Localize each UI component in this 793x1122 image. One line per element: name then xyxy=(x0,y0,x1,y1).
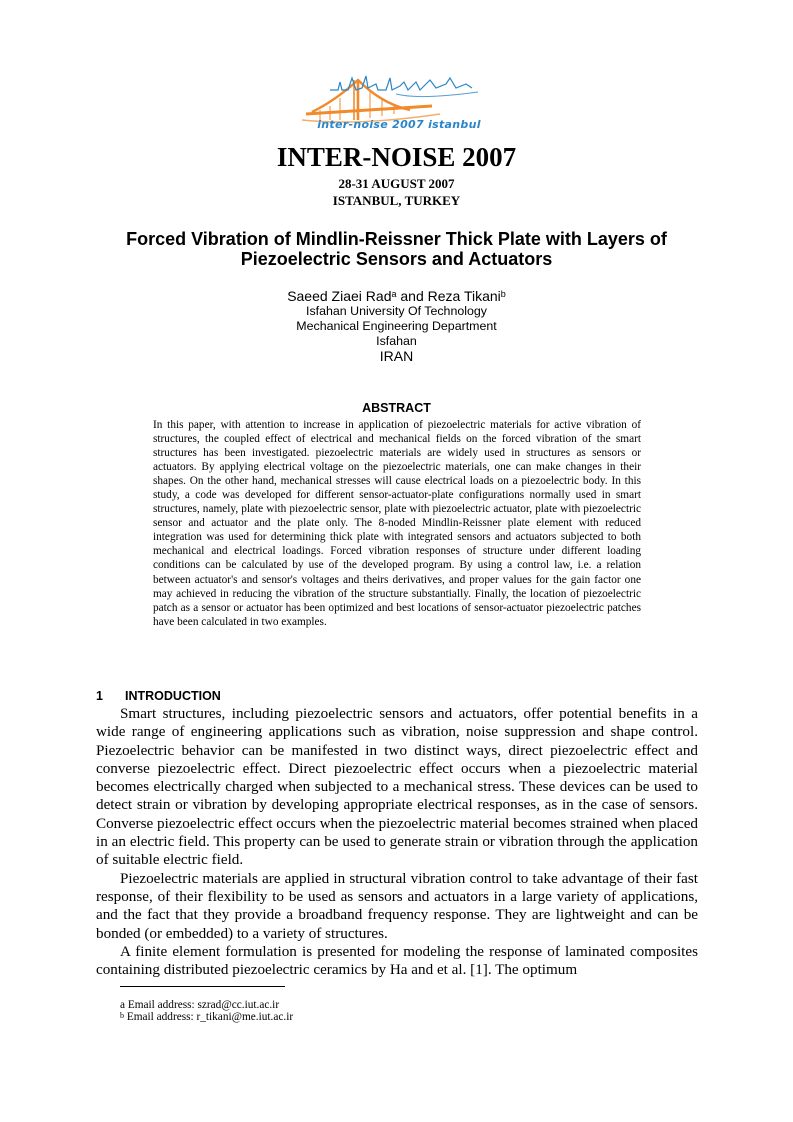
introduction-body xyxy=(96,705,698,979)
affiliation-department: Mechanical Engineering Department xyxy=(296,319,497,333)
footnote-b xyxy=(120,1011,293,1024)
section-heading xyxy=(96,689,221,704)
affiliation-university: Isfahan University Of Technology xyxy=(306,304,487,318)
author-1-mark: a xyxy=(391,289,397,299)
abstract-text: In this paper, with attention to increase in application of piezoelectric materials for active vibration of structures, the coupled effect of electrical and mechanical fields on the forced vibration of the smart structures has been investigated. piezoelectric materials are widely used in structures as sensors or actuators. By applying electrical voltage on the piezoelectric materials, one can make changes in their shapes. On the other hand, mechanical stresses will cause electrical loads on a piezoelectric body. In this study, a code was developed for different sensor-actuator-plate configurations normally used in smart structures, namely, plate with piezoelectric sensor, plate with piezoelectric actuator, plate with piezoelectric sensor and actuator and the plate only. The 8-noded Mindlin-Reissner plate element with reduced integration was used for determining thick plate with integrated sensors and actuators subjected to both mechanical and electrical loadings. Forced vibration responses of structure under different loading conditions can be calculated by use of the developed program. By using a control law, i.e. a relation between actuator's and sensor's voltages and theirs derivatives, and proper values for the gain factor one may achieved in reducing the vibration of the structure substantially. Finally, the location of piezoelectric patch as a sensor or actuator has been optimized and best locations of sensor-actuator piezoelectric patches have been calculated in two examples. xyxy=(153,419,641,628)
logo-caption: inter-noise 2007 istanbul xyxy=(317,118,481,131)
section-number: 1 xyxy=(96,689,103,703)
section-title: INTRODUCTION xyxy=(125,689,221,703)
footnote-a-text: Email address: szrad@cc.iut.ac.ir xyxy=(125,999,280,1011)
affiliation-country: IRAN xyxy=(379,348,414,364)
affiliation-city: Isfahan xyxy=(376,334,417,348)
author-join: and xyxy=(396,288,428,304)
footnote-a-mark: a xyxy=(120,999,126,1011)
abstract-heading: ABSTRACT xyxy=(362,401,431,415)
paragraph: Smart structures, including piezoelectric sensors and actuators, offer potential benefits in a wide range of engineering applications such as vibration, noise suppression and shape control. Piezoelectric behavior can be manifested in two distinct ways, direct piezoelectric effect and converse piezoelectric effect. Direct piezoelectric effect occurs when a piezoelectric material becomes electrically charged when subjected to a mechanical stress. These devices can be used to detect strain or vibration by developing appropriate electrical responses, as in the case of sensors. Converse piezoelectric effect occurs when the piezoelectric material becomes strained when placed in an electric field. This property can be used to generate strain or vibration through the application of suitable electric field. xyxy=(96,705,698,869)
author-2-mark: b xyxy=(500,289,506,299)
conference-place: ISTANBUL, TURKEY xyxy=(332,193,461,208)
paper-title: Forced Vibration of Mindlin-Reissner Thick Plate with Layers of Piezoelectric Sensors and Actuators xyxy=(126,229,667,269)
author-1: Saeed Ziaei Rad xyxy=(287,288,392,304)
footnote-b-text: Email address: r_tikani@me.iut.ac.ir xyxy=(124,1011,294,1023)
footnote-b-mark: b xyxy=(120,1011,124,1020)
footnote-divider xyxy=(120,986,285,987)
author-2: Reza Tikani xyxy=(427,288,501,304)
paragraph: A finite element formulation is presented for modeling the response of laminated composites containing distributed piezoelectric ceramics by Ha and et al. [1]. The optimum xyxy=(96,942,698,979)
conference-date: 28-31 AUGUST 2007 xyxy=(338,176,455,191)
conference-title: INTER-NOISE 2007 xyxy=(276,142,517,172)
authors xyxy=(0,287,793,305)
paragraph: Piezoelectric materials are applied in structural vibration control to take advantage of their fast response, of their flexibility to be used as sensors and actuators in a large variety of applications, and the fact that they provide a broadband frequency response. They are lightweight and can be bonded (or embedded) to a variety of structures. xyxy=(96,869,698,942)
